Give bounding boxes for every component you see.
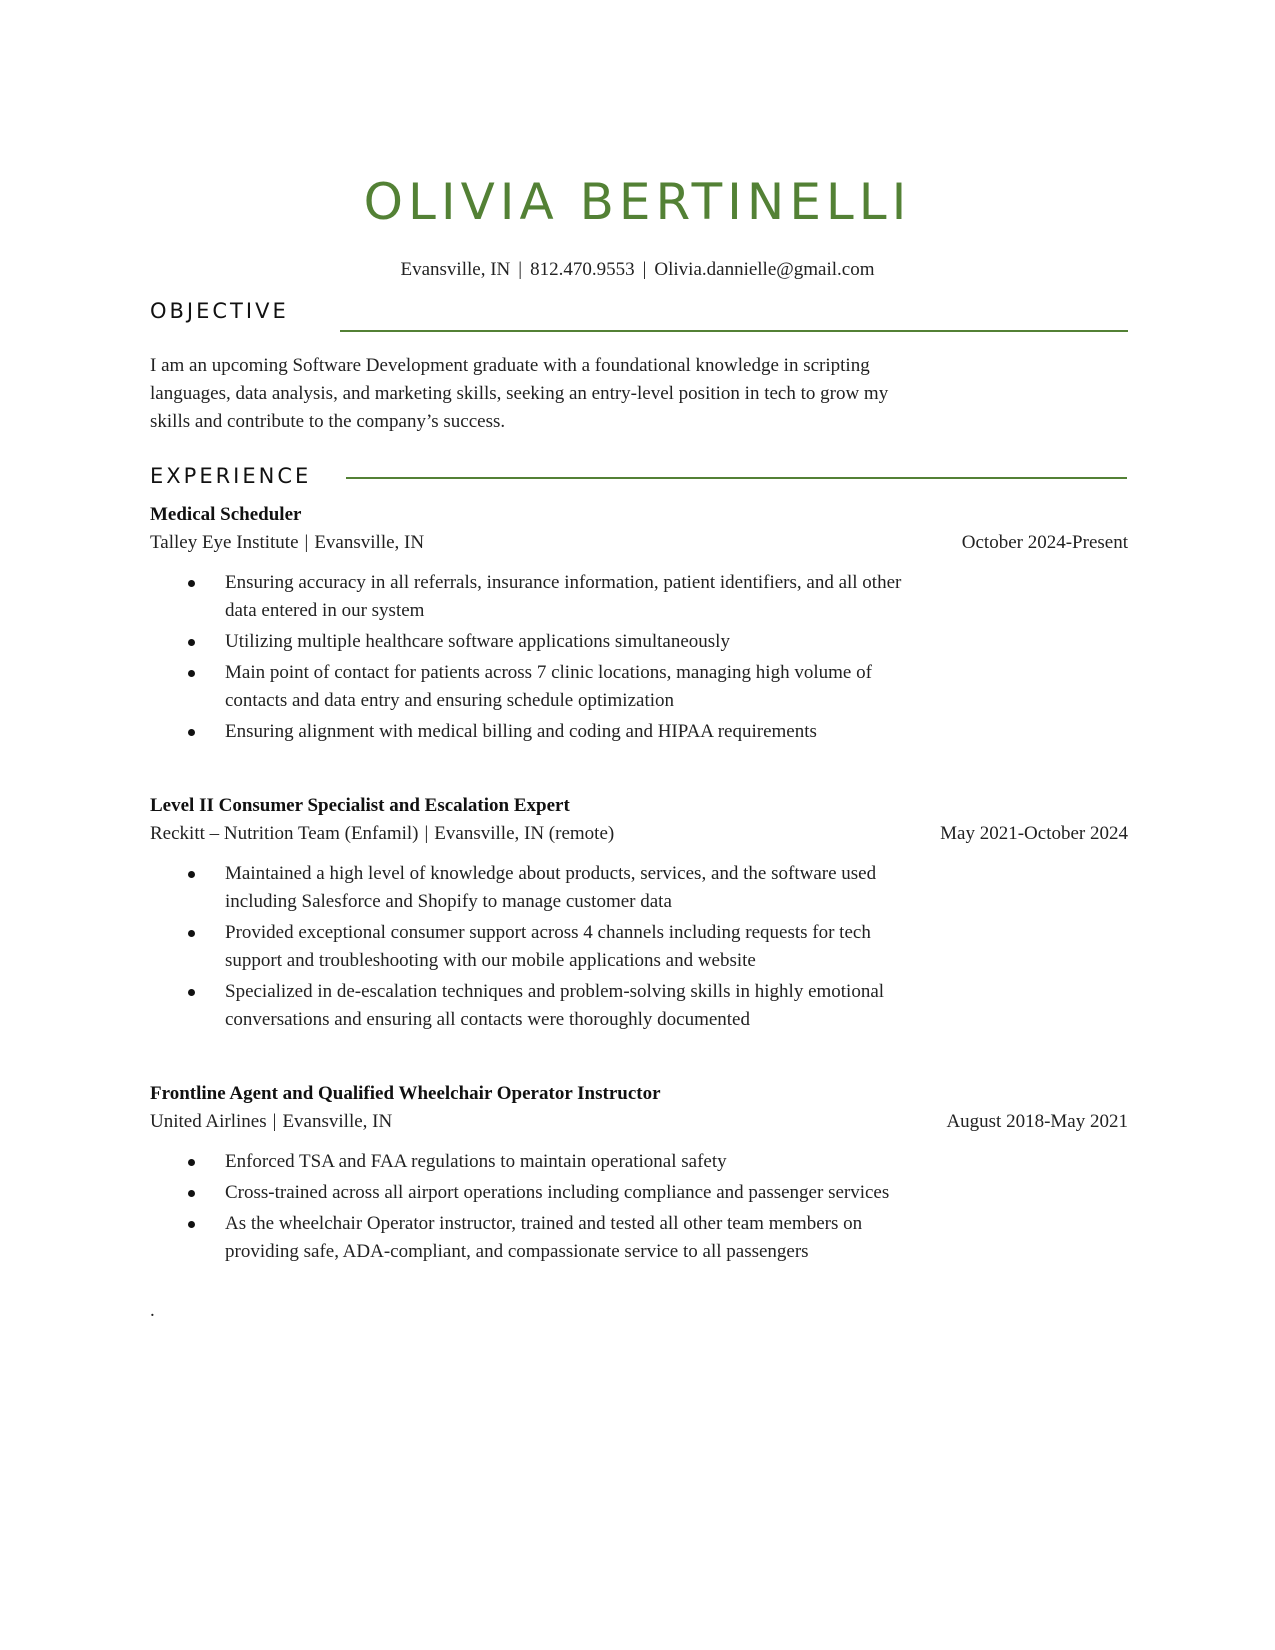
- job-employer-line: [150, 530, 1128, 556]
- bullet-icon: [188, 1190, 195, 1197]
- experience-heading: EXPERIENCE: [150, 464, 312, 488]
- bullet-text: Ensuring accuracy in all referrals, insurance information, patient identifiers, and all other data entered in our system: [225, 572, 902, 621]
- job-title: Level II Consumer Specialist and Escalation Expert: [150, 795, 570, 816]
- job-separator: |: [304, 532, 309, 553]
- bullet-icon: [188, 871, 195, 878]
- job-company: Reckitt – Nutrition Team (Enfamil): [150, 823, 419, 844]
- contact-line: [0, 258, 1275, 282]
- bullet-icon: [188, 639, 195, 646]
- job-bullet: [150, 1179, 910, 1207]
- bullet-text: Cross-trained across all airport operations including compliance and passenger services: [225, 1182, 890, 1203]
- job-bullet-list: [150, 860, 910, 1037]
- job-company: Talley Eye Institute: [150, 532, 299, 553]
- job-bullet-list: [150, 569, 910, 749]
- objective-heading: OBJECTIVE: [150, 299, 289, 323]
- job-bullet: [150, 569, 910, 625]
- job-company: United Airlines: [150, 1111, 267, 1132]
- job-dates: October 2024-Present: [961, 532, 1128, 553]
- contact-separator: |: [518, 259, 523, 280]
- job-title: Frontline Agent and Qualified Wheelchair Operator Instructor: [150, 1083, 661, 1104]
- job-location: Evansville, IN: [282, 1111, 393, 1132]
- job-bullet: [150, 978, 910, 1034]
- bullet-text: Specialized in de-escalation techniques and problem-solving skills in highly emotional conversations and ensuring all contacts were thoroughly documented: [225, 981, 885, 1030]
- job-location: Evansville, IN (remote): [434, 823, 615, 844]
- objective-text: I am an upcoming Software Development graduate with a foundational knowledge in scripting languages, data analysis, and marketing skills, seeking an entry-level position in tech to grow my skills and contribute to the company’s success.: [150, 355, 889, 432]
- bullet-icon: [188, 670, 195, 677]
- bullet-text: Maintained a high level of knowledge about products, services, and the software used including Salesforce and Shopify to manage customer data: [225, 863, 877, 912]
- bullet-text: Ensuring alignment with medical billing and coding and HIPAA requirements: [225, 721, 817, 742]
- job-employer-line: [150, 1109, 1128, 1135]
- job-bullet: [150, 919, 910, 975]
- bullet-icon: [188, 1159, 195, 1166]
- bullet-text: Enforced TSA and FAA regulations to maintain operational safety: [225, 1151, 727, 1172]
- job-title: Medical Scheduler: [150, 504, 302, 525]
- job-bullet-list: [150, 1148, 910, 1269]
- job-bullet: [150, 718, 910, 746]
- bullet-text: Provided exceptional consumer support across 4 channels including requests for tech support and troubleshooting with our mobile applications and website: [225, 922, 871, 971]
- job-location: Evansville, IN: [314, 532, 425, 553]
- bullet-text: As the wheelchair Operator instructor, trained and tested all other team members on providing safe, ADA-compliant, and compassionate service to all passengers: [225, 1213, 863, 1262]
- contact-email: Olivia.dannielle@gmail.com: [654, 259, 875, 280]
- bullet-icon: [188, 729, 195, 736]
- job-dates: May 2021-October 2024: [940, 823, 1128, 844]
- bullet-icon: [188, 580, 195, 587]
- bullet-text: Utilizing multiple healthcare software applications simultaneously: [225, 631, 730, 652]
- contact-location: Evansville, IN: [400, 259, 511, 280]
- job-separator: |: [424, 823, 429, 844]
- objective-divider: [340, 330, 1128, 332]
- trailing-period: .: [150, 1300, 155, 1321]
- job-bullet: [150, 628, 910, 656]
- bullet-text: Main point of contact for patients across 7 clinic locations, managing high volume of contacts and data entry and ensuring schedule optimization: [225, 662, 872, 711]
- contact-separator: |: [642, 259, 647, 280]
- job-bullet: [150, 1210, 910, 1266]
- experience-divider: [346, 477, 1127, 479]
- bullet-icon: [188, 1221, 195, 1228]
- candidate-name: OLIVIA BERTINELLI: [363, 173, 912, 231]
- job-employer-line: [150, 821, 1128, 847]
- contact-phone: 812.470.9553: [530, 259, 635, 280]
- job-bullet: [150, 860, 910, 916]
- job-separator: |: [272, 1111, 277, 1132]
- job-dates: August 2018-May 2021: [946, 1111, 1128, 1132]
- bullet-icon: [188, 989, 195, 996]
- bullet-icon: [188, 930, 195, 937]
- job-bullet: [150, 659, 910, 715]
- job-bullet: [150, 1148, 910, 1176]
